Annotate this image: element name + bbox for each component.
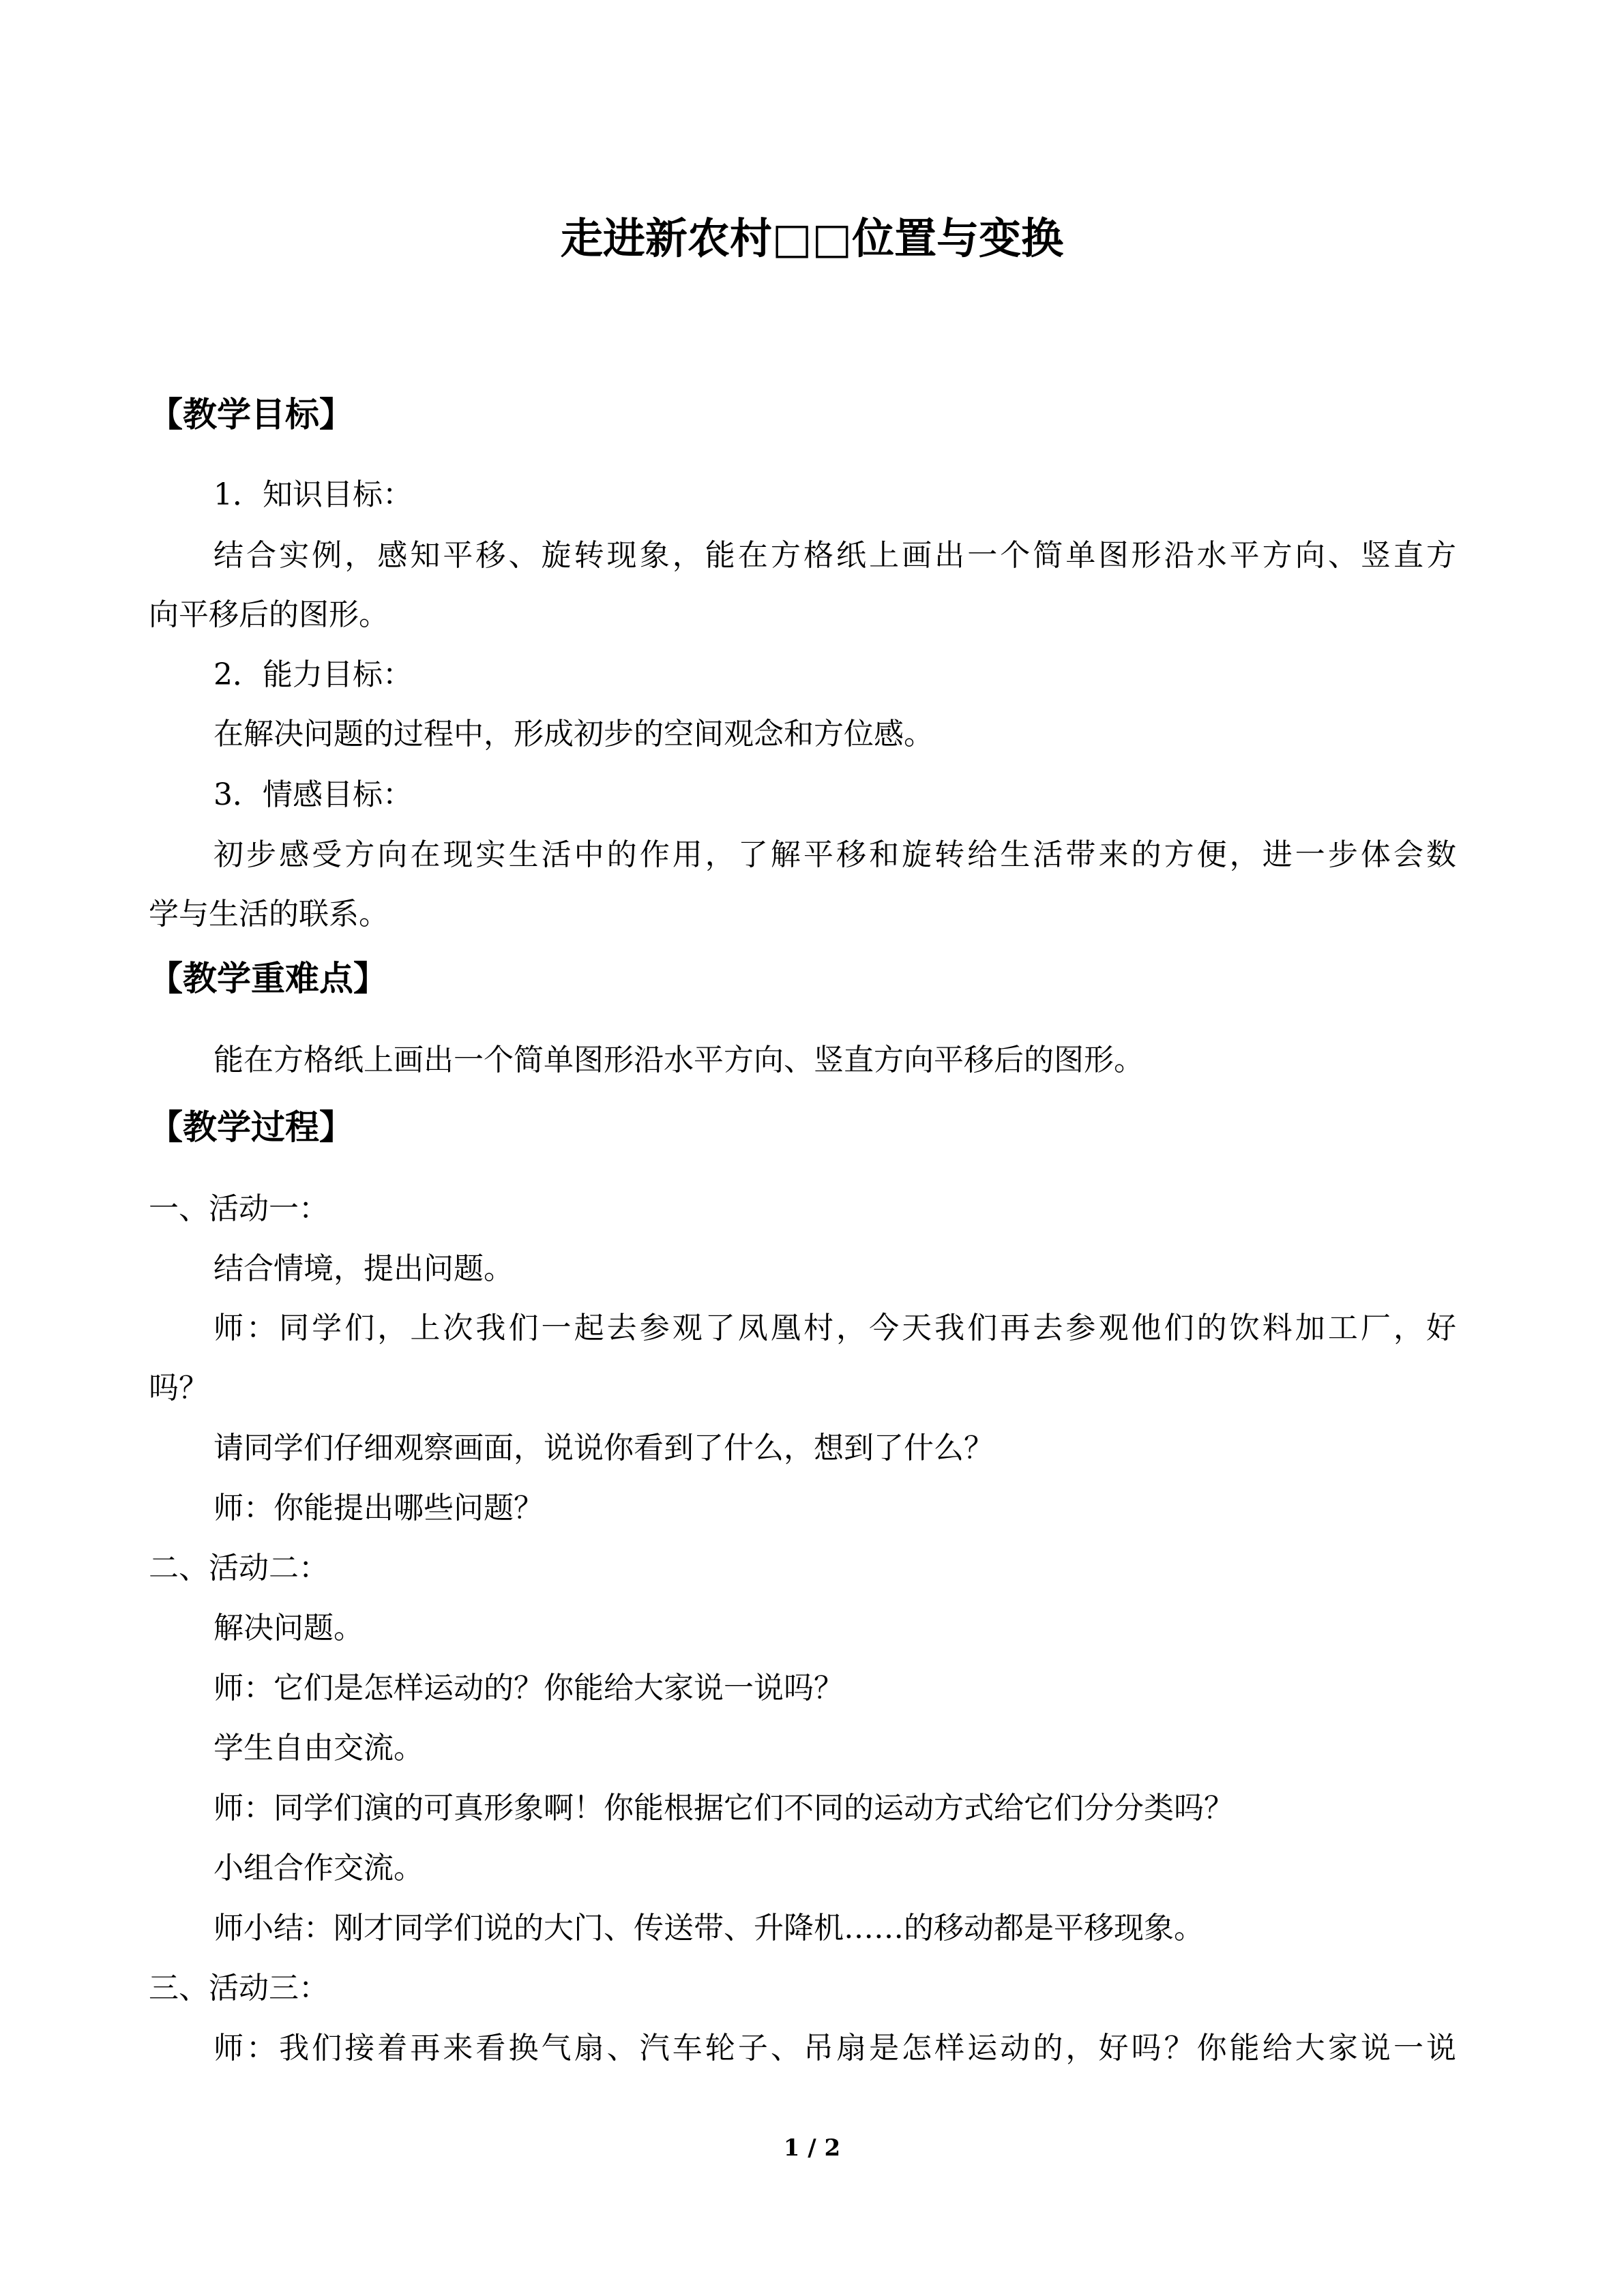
document-title: 走进新农村□□位置与变换 (560, 213, 1064, 263)
paragraph: 结合情境，提出问题。 (213, 1251, 514, 1286)
paragraph: 在解决问题的过程中，形成初步的空间观念和方位感。 (213, 717, 934, 751)
paragraph: 师：同学们演的可真形象啊！你能根据它们不同的运动方式给它们分分类吗？ (213, 1791, 1234, 1825)
activity-heading: 二、活动二： (149, 1551, 329, 1585)
section-heading-goals: 【教学目标】 (149, 394, 353, 434)
paragraph: 师：你能提出哪些问题？ (213, 1491, 544, 1525)
paragraph: 向平移后的图形。 (149, 597, 389, 632)
paragraph: 师：它们是怎样运动的？你能给大家说一说吗？ (213, 1671, 844, 1705)
activity-heading: 一、活动一： (149, 1191, 329, 1226)
paragraph: 1．知识目标： (213, 477, 413, 512)
paragraph: 2．能力目标： (213, 657, 413, 692)
section-heading-key-points: 【教学重难点】 (149, 958, 387, 998)
paragraph: 小组合作交流。 (213, 1851, 424, 1885)
paragraph: 3．情感目标： (213, 777, 413, 812)
paragraph: 解决问题。 (213, 1611, 364, 1645)
paragraph: 请同学们仔细观察画面，说说你看到了什么，想到了什么？ (213, 1431, 994, 1465)
paragraph: 初步感受方向在现实生活中的作用，了解平移和旋转给生活带来的方便，进一步体会数 (213, 837, 1456, 872)
page-number: 1 / 2 (783, 2134, 841, 2162)
section-heading-process: 【教学过程】 (149, 1107, 353, 1147)
paragraph: 能在方格纸上画出一个简单图形沿水平方向、竖直方向平移后的图形。 (213, 1043, 1144, 1077)
activity-heading: 三、活动三： (149, 1971, 329, 2006)
paragraph: 师小结：刚才同学们说的大门、传送带、升降机……的移动都是平移现象。 (213, 1911, 1204, 1945)
paragraph: 学生自由交流。 (213, 1731, 424, 1765)
paragraph: 师：我们接着再来看换气扇、汽车轮子、吊扇是怎样运动的，好吗？你能给大家说一说 (213, 2031, 1456, 2066)
paragraph: 吗？ (149, 1371, 209, 1405)
paragraph: 师：同学们，上次我们一起去参观了凤凰村，今天我们再去参观他们的饮料加工厂，好 (213, 1311, 1456, 1345)
paragraph: 学与生活的联系。 (149, 897, 389, 931)
paragraph: 结合实例，感知平移、旋转现象，能在方格纸上画出一个简单图形沿水平方向、竖直方 (213, 538, 1456, 573)
